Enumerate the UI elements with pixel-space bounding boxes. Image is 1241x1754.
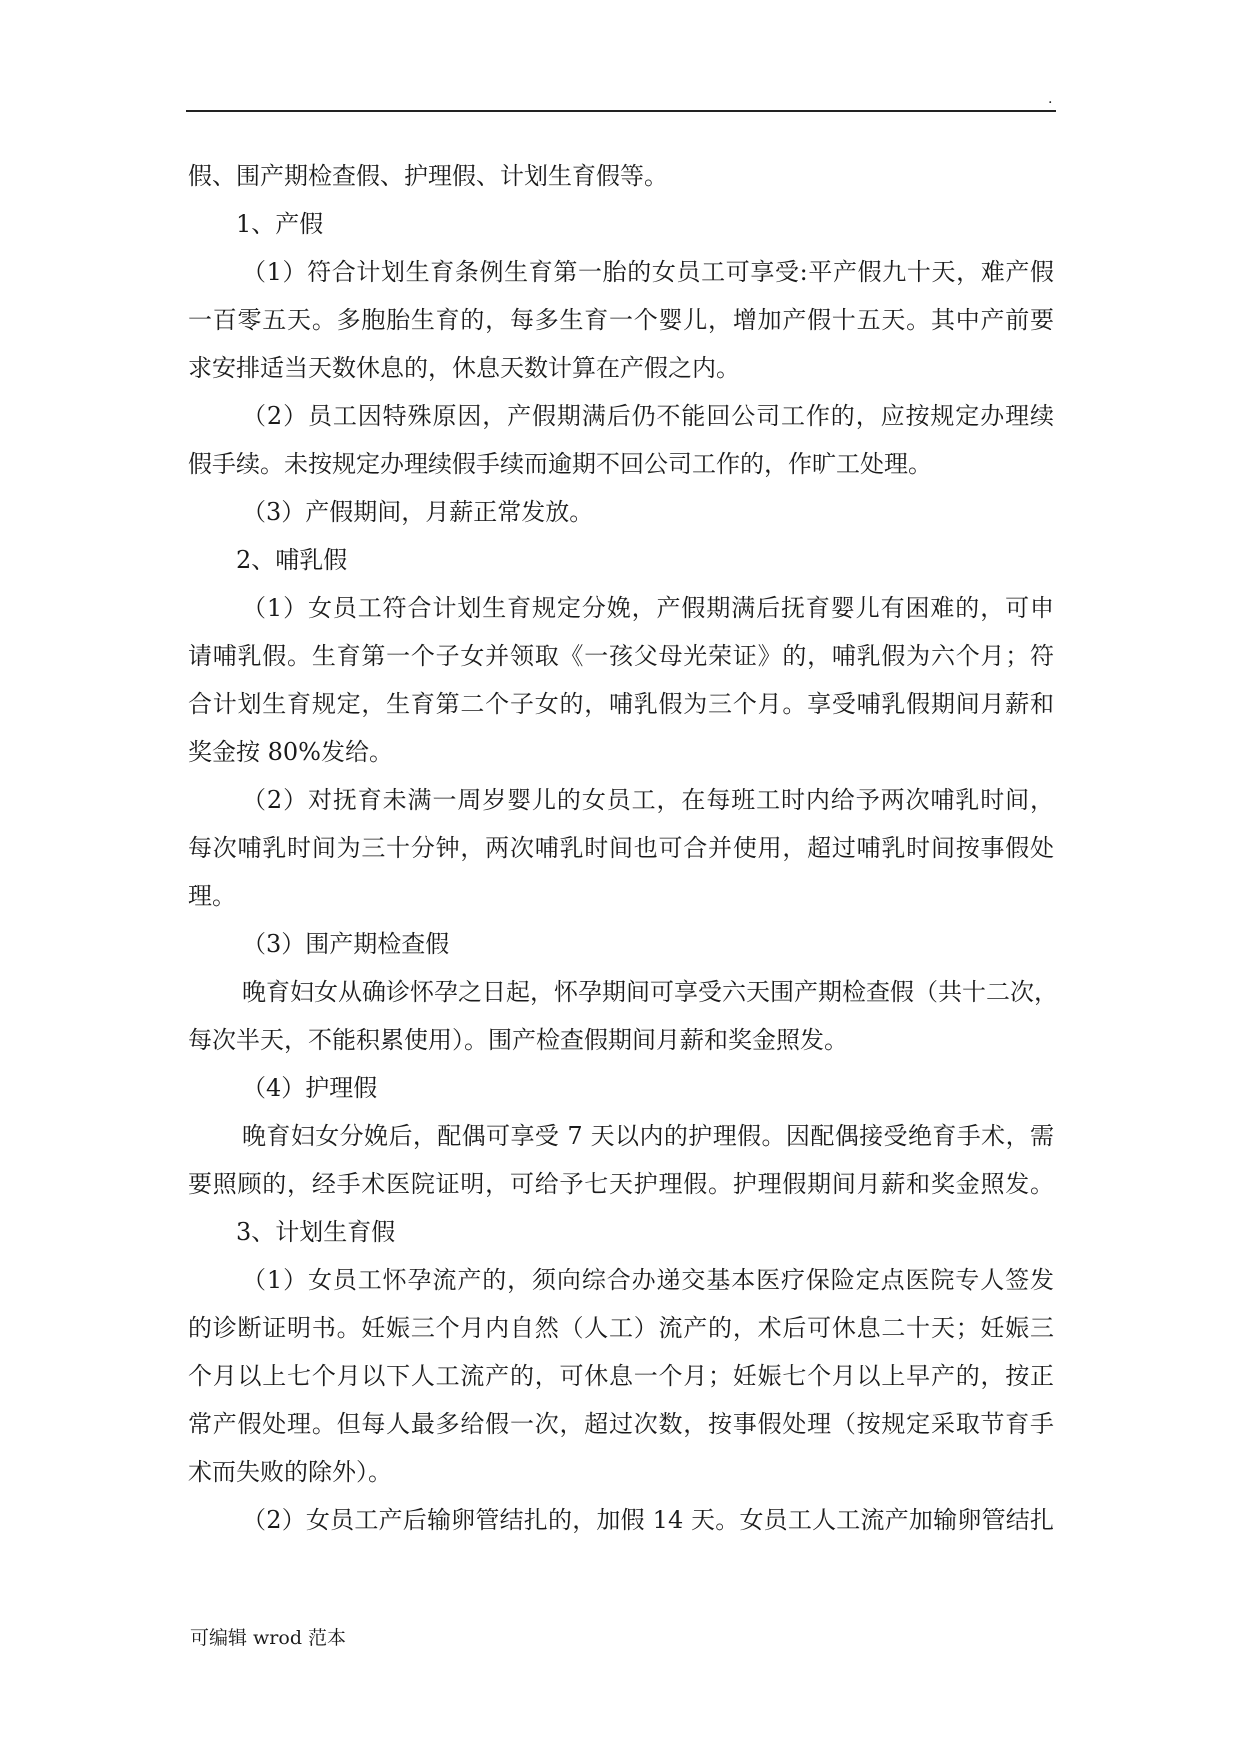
text-line: 要照顾的，经手术医院证明，可给予七天护理假。护理假期间月薪和奖金照发。 (188, 1170, 1054, 1198)
text-line: （2）员工因特殊原因，产假期满后仍不能回公司工作的，应按规定办理续 (242, 402, 1054, 430)
text-line: 合计划生育规定，生育第二个子女的，哺乳假为三个月。享受哺乳假期间月薪和 (188, 690, 1054, 718)
text-line: 求安排适当天数休息的，休息天数计算在产假之内。 (188, 354, 740, 382)
text-line: 的诊断证明书。妊娠三个月内自然（人工）流产的，术后可休息二十天；妊娠三 (188, 1314, 1054, 1342)
text-line: 奖金按 80%发给。 (188, 738, 393, 766)
text-line: 晚育妇女从确诊怀孕之日起，怀孕期间可享受六天围产期检查假（共十二次， (242, 978, 1058, 1006)
text-line: （1）符合计划生育条例生育第一胎的女员工可享受:平产假九十天，难产假 (242, 258, 1054, 286)
section-heading: 2、哺乳假 (236, 546, 348, 574)
text-line: （1）女员工怀孕流产的，须向综合办递交基本医疗保险定点医院专人签发 (242, 1266, 1054, 1294)
header-rule (186, 110, 1056, 112)
text-line: 请哺乳假。生育第一个子女并领取《一孩父母光荣证》的，哺乳假为六个月；符 (188, 642, 1054, 670)
subsection-heading: （3）围产期检查假 (242, 930, 450, 958)
text-line: （1）女员工符合计划生育规定分娩，产假期满后抚育婴儿有困难的，可申 (242, 594, 1054, 622)
section-heading: 3、计划生育假 (236, 1218, 396, 1246)
section-heading: 1、产假 (236, 210, 324, 238)
text-line: 常产假处理。但每人最多给假一次，超过次数，按事假处理（按规定采取节育手 (188, 1410, 1054, 1438)
text-line: （2）对抚育未满一周岁婴儿的女员工，在每班工时内给予两次哺乳时间， (242, 786, 1054, 814)
document-body (188, 152, 1058, 1544)
header-dot: . (1048, 91, 1053, 107)
subsection-heading: （4）护理假 (242, 1074, 378, 1102)
text-line: （3）产假期间，月薪正常发放。 (242, 498, 594, 526)
text-line: 假、围产期检查假、护理假、计划生育假等。 (188, 162, 668, 190)
text-line: 术而失败的除外）。 (188, 1458, 392, 1486)
text-line: 晚育妇女分娩后，配偶可享受 7 天以内的护理假。因配偶接受绝育手术，需 (242, 1122, 1054, 1150)
footer-text: 可编辑 wrod 范本 (190, 1627, 347, 1649)
text-line: 每次哺乳时间为三十分钟，两次哺乳时间也可合并使用，超过哺乳时间按事假处 (188, 834, 1054, 862)
text-line: 一百零五天。多胞胎生育的，每多生育一个婴儿，增加产假十五天。其中产前要 (188, 306, 1054, 334)
text-line: 个月以上七个月以下人工流产的，可休息一个月；妊娠七个月以上早产的，按正 (188, 1362, 1054, 1390)
text-line: 每次半天，不能积累使用）。围产检查假期间月薪和奖金照发。 (188, 1026, 848, 1054)
text-line: （2）女员工产后输卵管结扎的，加假 14 天。女员工人工流产加输卵管结扎 (242, 1506, 1054, 1534)
text-line: 理。 (188, 882, 236, 910)
text-line: 假手续。未按规定办理续假手续而逾期不回公司工作的，作旷工处理。 (188, 450, 932, 478)
